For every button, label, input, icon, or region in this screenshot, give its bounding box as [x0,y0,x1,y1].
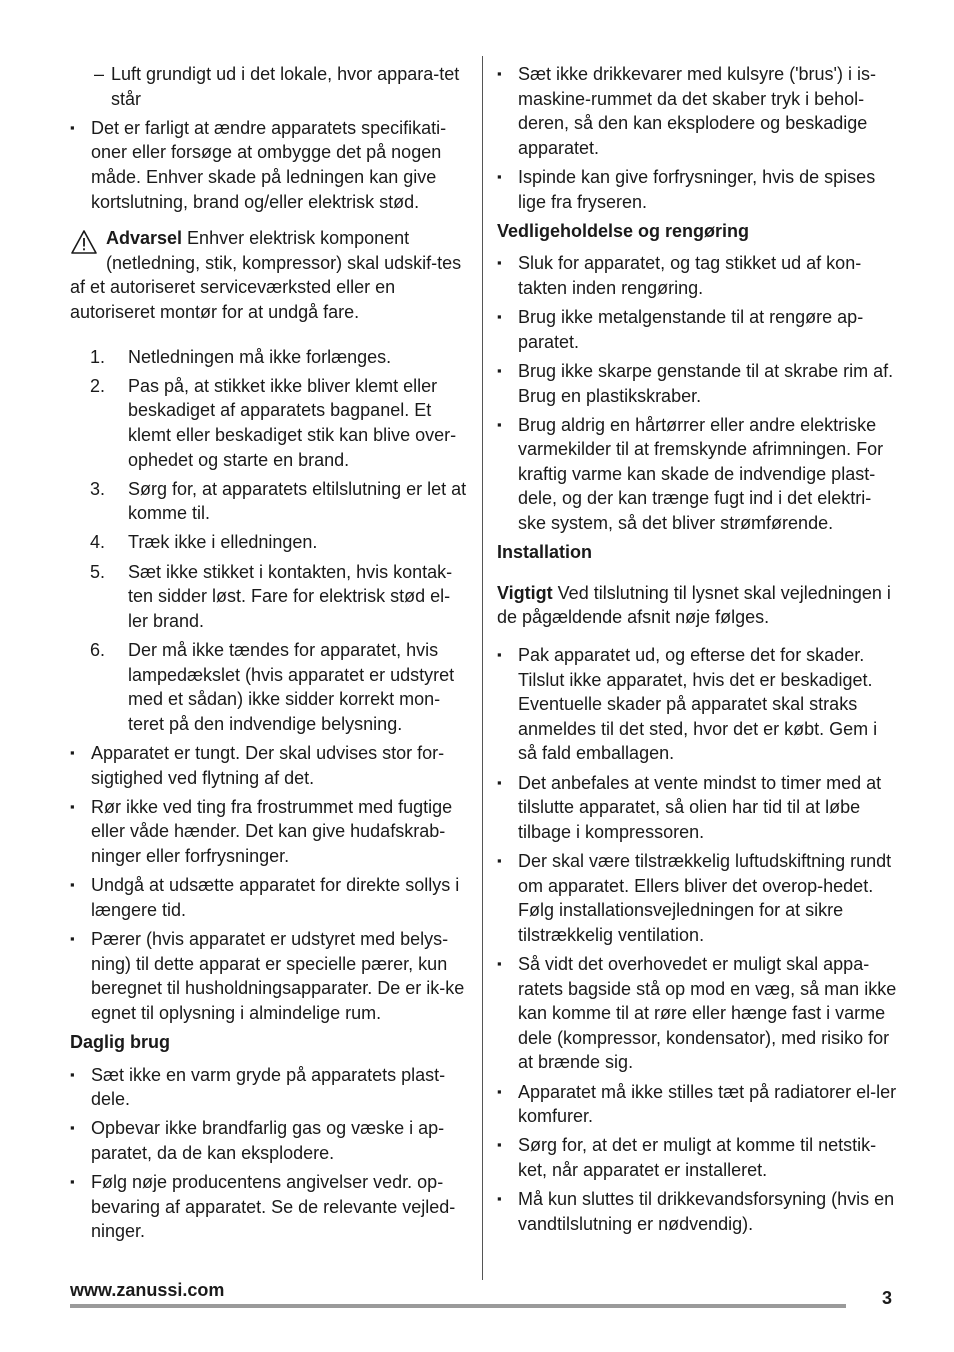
list-item [497,771,897,845]
bullet-mark: ▪ [497,647,502,663]
dash-list-item [70,62,470,111]
bullet-mark: ▪ [497,66,502,81]
section-heading: Vedligeholdelse og rengøring [497,220,750,241]
bullet-mark: ▪ [497,1137,502,1153]
list-item-text: Luft grundigt ud i det lokale, hvor appara-tet står [111,64,460,109]
list-item-text: Opbevar ikke brandfarlig gas og væske i ap-paratet, da de kan eksplodere. [91,1118,445,1163]
list-item [497,952,897,1075]
warning-triangle-icon [70,229,98,255]
bullet-mark: ▪ [497,1191,502,1207]
numbered-item [70,560,470,634]
list-item-text: Netledningen må ikke forlænges. [128,346,392,367]
list-item [497,165,897,214]
list-item [497,359,897,408]
list-item-text: Der må ikke tændes for apparatet, hvis lampedækslet (hvis apparatet er udstyret med et sådan) ikke sidder korrekt mon-teret på den indvendige belysning. [128,640,455,734]
list-item-text: Apparatet er tungt. Der skal udvises stor for-sigtighed ved flytning af det. [91,743,445,788]
item-number: 4. [90,532,106,553]
list-item-text: Sæt ikke en varm gryde på apparatets plast-dele. [91,1064,446,1110]
list-item-text: Ispinde kan give forfrysninger, hvis de spises lige fra fryseren. [518,166,876,212]
list-item-text: Det er farligt at ændre apparatets specifikati-oner eller forsøge at ombygge det på nogen måde. Enhver skade på ledningen kan give kortslutning, brand og/eller elektrisk stød. [91,117,447,212]
list-item-text: Sørg for, at apparatets eltilslutning er let at komme til. [128,478,467,524]
bullet-mark: ▪ [497,852,502,868]
list-item-text: Må kun sluttes til drikkevandsforsyning (hvis en vandtilslutning er nødvendig). [518,1189,895,1234]
list-item-text: Sluk for apparatet, og tag stikket ud af kon-takten inden rengøring. [518,253,862,298]
list-item [70,116,470,214]
list-item [70,741,470,790]
numbered-item [70,477,470,526]
numbered-item [70,345,470,370]
list-item [70,1116,470,1165]
list-item [70,873,470,922]
list-item-text: Træk ikke i elledningen. [128,532,318,553]
item-number: 5. [90,561,106,582]
bullet-mark: ▪ [497,255,502,271]
item-number: 6. [90,640,106,661]
numbered-item [70,530,470,555]
list-item-text: Sæt ikke drikkevarer med kulsyre ('brus') i is-maskine-rummet da det skaber tryk i behol-deren, så den kan eksplodere og beskadige apparatet. [518,64,876,158]
bullet-mark: ▪ [70,1120,75,1136]
list-item [497,1187,897,1236]
bullet-mark: ▪ [70,1066,75,1082]
list-item-text: Der skal være tilstrækkelig luftudskiftning rundt om apparatet. Ellers bliver det overop-hedet. Følg installationsvejledningen for at sikre tilstrækkelig ventilation. [518,850,892,945]
left-column [70,62,470,1248]
important-text: Ved tilslutning til lysnet skal vejledningen i de pågældende afsnit nøje følges. [497,582,891,628]
list-item [497,62,897,160]
warning-note [70,226,470,324]
bullet-mark: ▪ [497,362,502,378]
bullet-mark: ▪ [70,1174,75,1190]
list-item-text: Pas på, at stikket ikke bliver klemt eller beskadiget af apparatets bagpanel. Et klemt eller beskadiget stik kan blive over-ophedet og starte en brand. [128,375,457,470]
bullet-mark: ▪ [497,309,502,325]
bullet-mark: ▪ [70,877,75,893]
bullet-mark: ▪ [70,119,75,135]
list-item-text: Pak apparatet ud, og efterse det for skader. Tilslut ikke apparatet, hvis det er beskadiget. Eventuelle skader på apparatet skal straks anmeldes til det sted, hvor det er købt. Gem i så fald emballagen. [518,645,878,764]
list-item-text: Rør ikke ved ting fra frostrummet med fugtige eller våde hænder. Det kan give hudafskrab-ninger eller forfrysninger. [91,796,453,866]
list-item [497,849,897,947]
list-item-text: Sæt ikke stikket i kontakten, hvis kontak-ten sidder løst. Fare for elektrisk stød el-ler brand. [128,561,453,631]
list-item-text: Brug ikke metalgenstande til at rengøre ap-paratet. [518,307,864,352]
item-number: 1. [90,346,106,367]
section-heading: Daglig brug [70,1031,170,1052]
bullet-mark: ▪ [70,798,75,814]
list-item [70,1063,470,1112]
list-item [497,643,897,766]
item-number: 3. [90,478,106,499]
list-item-text: Brug ikke skarpe genstande til at skrabe rim af. Brug en plastikskraber. [518,360,894,406]
bullet-mark: ▪ [497,416,502,432]
list-item [497,251,897,300]
list-item [497,413,897,536]
section-heading: Installation [497,542,593,563]
bullet-mark: ▪ [497,1083,502,1099]
right-column [497,62,897,1241]
list-item [497,1133,897,1182]
item-number: 2. [90,375,106,396]
dash-mark: – [94,64,105,84]
important-label: Vigtigt [497,582,553,603]
list-item-text: Pærer (hvis apparatet er udstyret med belys-ning) til dette apparat er specielle pærer, kun beregnet til husholdningsapparater. De er ik-ke egnet til oplysning i almindelige rum. [91,928,465,1023]
list-item [70,927,470,1025]
list-item-text: Det anbefales at vente mindst to timer med at tilslutte apparatet, så olien har tid til at løbe tilbage i kompressoren. [518,772,882,842]
warning-text: Enhver elektrisk komponent (netledning, stik, kompressor) skal udskif-tes af et autoriseret serviceværksted eller en autoriseret montør for at undgå fare. [70,228,462,322]
list-item [70,795,470,869]
warning-label: Advarsel [106,228,183,249]
numbered-item [70,374,470,472]
list-item-text: Undgå at udsætte apparatet for direkte sollys i længere tid. [91,875,460,920]
bullet-mark: ▪ [497,168,502,184]
important-note [497,581,897,630]
list-item [497,1080,897,1129]
page-number: 3 [882,1288,893,1308]
bullet-mark: ▪ [497,955,502,971]
list-item-text: Sørg for, at det er muligt at komme til netstik-ket, når apparatet er installeret. [518,1135,877,1180]
footer-rule [70,1304,846,1308]
list-item-text: Brug aldrig en hårtørrer eller andre elektriske varmekilder til at fremskynde afrimningen. For kraftig varme kan skade de indvendige plast-dele, og der kan trænge fugt ind i det elektri-ske system, så det bliver strømførende. [518,414,884,534]
list-item [497,305,897,354]
bullet-mark: ▪ [70,930,75,946]
footer-url: www.zanussi.com [70,1280,225,1300]
list-item-text: Følg nøje producentens angivelser vedr. op-bevaring af apparatet. Se de relevante vejled-ninger. [91,1172,456,1242]
bullet-mark: ▪ [497,774,502,790]
numbered-item [70,638,470,736]
list-item [70,1170,470,1244]
list-item-text: Så vidt det overhovedet er muligt skal appa-ratets bagside stå op mod en væg, så man ikke kan komme til at røre eller hænge fast i varme dele (kompressor, kondensator), med risiko for at brænde sig. [518,953,897,1073]
bullet-mark: ▪ [70,745,75,760]
list-item-text: Apparatet må ikke stilles tæt på radiatorer el-ler komfurer. [518,1081,897,1127]
column-divider [482,56,483,1280]
